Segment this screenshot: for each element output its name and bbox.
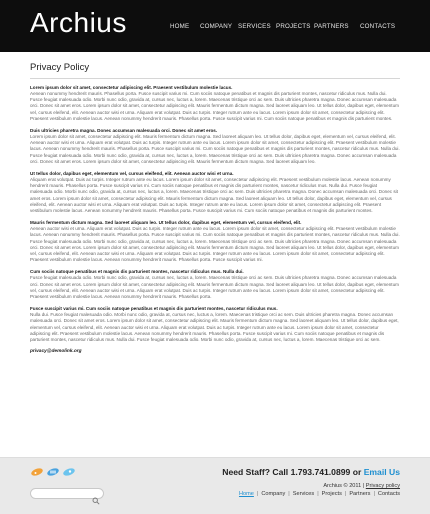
delicious-icon[interactable] — [46, 467, 60, 477]
email-us-link[interactable]: Email Us — [363, 467, 400, 477]
section-heading: Lorem ipsum dolor sit amet, consectetur adipiscing elit. Praesent vestibulum molestie lacus. — [30, 85, 233, 90]
nav-item-services[interactable]: SERVICES — [238, 23, 271, 30]
nav-separator: | — [317, 491, 319, 497]
section-heading: Fusce suscipit varius mi. Cum sociis natoque penatibus et magnis dis parturient montes, nascetur ridiculus mus. — [30, 306, 278, 312]
policy-section — [30, 171, 400, 214]
site-header — [0, 0, 430, 52]
section-body: Aenean nonummy hendrerit mauris. Phasellus porta. Fusce suscipit varius mi. Cum sociis natoque penatibus et magnis dis parturient montes, nascetur ridiculus mus. Nulla dui. Fusce feugiat malesuada odio. Morbi nunc odio, gravida at, cursus nec, luctus a, lorem. Maecenas tristique orci ac sem. Duis ultricies pharetra magna. Donec accumsan malesuada orci. Donec sit amet eros. Lorem ipsum dolor sit amet, consectetur adipiscing elit. Mauris fermentum dictum magna. Sed laoreet aliquam leo. Ut tellus dolor, dapibus eget, elementum vel, cursus eleifend, elit. Aenean auctor wisi et urna. Aliquam erat volutpat. Duis ac turpis. Integer rutrum ante eu lacus. Lorem ipsum dolor sit amet, consectetur adipiscing elit. Praesent vestibulum molestie lacus. Aenean nonummy hendrerit mauris. Phasellus porta. Fusce suscipit varius mi. Cum sociis natoque penatibus et magnis dis parturient montes. — [30, 91, 399, 121]
rss-icon[interactable] — [30, 467, 44, 477]
main-nav — [170, 23, 400, 30]
nav-separator: | — [344, 491, 347, 497]
nav-item-projects[interactable]: PROJECTS — [276, 23, 311, 30]
section-heading: Duis ultricies pharetra magna. Donec accumsan malesuada orci. Donec sit amet eros. — [30, 128, 218, 134]
policy-section — [30, 306, 400, 343]
privacy-email-link[interactable]: privacy@demolink.org — [30, 349, 82, 355]
footer-nav-services[interactable]: Services — [292, 491, 315, 497]
nav-item-partners[interactable]: PARTNERS — [314, 23, 349, 30]
nav-separator: | — [288, 491, 290, 497]
footer-nav-projects[interactable]: Projects — [321, 491, 342, 497]
site-logo[interactable]: Archius — [30, 7, 127, 38]
search-box — [30, 488, 104, 499]
social-links — [30, 467, 78, 477]
copyright-text: Archius © 2011 | — [323, 483, 365, 489]
privacy-policy-link[interactable]: Privacy policy — [365, 483, 400, 489]
section-body: Nulla dui. Fusce feugiat malesuada odio. Morbi nunc odio, gravida at, cursus nec, luctus a, lorem. Maecenas tristique orci ac sem. Duis ultricies pharetra magna. Donec accumsan malesuada orci. Donec sit amet eros. Lorem ipsum dolor sit amet, consectetur adipiscing elit. Mauris fermentum dictum magna. Sed laoreet aliquam leo. Ut tellus dolor, dapibus eget, elementum vel, cursus eleifend, elit. Aenean auctor wisi et urna. Aliquam erat volutpat. Duis ac turpis. Integer rutrum ante eu lacus. Lorem ipsum dolor sit amet, consectetur adipiscing elit. Praesent vestibulum molestie lacus. Aenean nonummy hendrerit mauris. Phasellus porta. Fusce suscipit varius mi. Cum sociis natoque penatibus et magnis dis parturient montes, nascetur ridiculus mus. Nulla dui. Fusce feugiat malesuada odio. Morbi nunc odio, gravida at, cursus nec, luctus a, lorem. Maecenas tristique orci ac sem. — [30, 312, 399, 343]
main-content — [30, 62, 400, 354]
footer-nav — [239, 491, 400, 497]
section-heading: Cum sociis natoque penatibus et magnis dis parturient montes, nascetur ridiculus mus. Nulla dui. — [30, 269, 244, 275]
section-heading: Mauris fermentum dictum magna. Sed laoreet aliquam leo. Ut tellus dolor, dapibus eget, elementum vel, cursus eleifend, elit. — [30, 220, 302, 226]
nav-item-company[interactable]: COMPANY — [200, 23, 233, 30]
search-icon[interactable] — [92, 490, 100, 498]
nav-separator: | — [256, 491, 259, 497]
nav-item-contacts[interactable]: CONTACTS — [360, 23, 396, 30]
search-input[interactable] — [31, 499, 91, 508]
policy-section — [30, 220, 400, 263]
section-body: Lorem ipsum dolor sit amet, consectetur adipiscing elit. Mauris fermentum dictum magna. Sed laoreet aliquam leo. Ut tellus dolor, dapibus eget, elementum vel, cursus eleifend, elit. Aenean auctor wisi et urna. Aliquam erat volutpat. Duis ac turpis. Integer rutrum ante eu lacus. Lorem ipsum dolor sit amet, consectetur adipiscing elit. Praesent vestibulum molestie lacus. Aenean nonummy hendrerit mauris. Phasellus porta. Fusce suscipit varius mi. Cum sociis natoque penatibus et magnis dis parturient montes, nascetur ridiculus mus. Nulla dui. Fusce feugiat malesuada odio. Morbi nunc odio, gravida at, cursus nec, luctus a, lorem. Maecenas tristique orci ac sem. Duis ultricies pharetra magna. Donec accumsan malesuada orci. Donec sit amet eros. Lorem ipsum dolor sit amet, consectetur adipiscing elit. Mauris fermentum dictum magna. Sed laoreet aliquam leo. — [30, 134, 400, 164]
site-footer — [0, 457, 430, 514]
policy-section — [30, 85, 400, 122]
contact-cta — [222, 467, 400, 477]
section-body: Fusce feugiat malesuada odio. Morbi nunc odio, gravida at, cursus nec, luctus a, lorem. Maecenas tristique orci ac sem. Duis ultricies pharetra magna. Donec accumsan malesuada orci. Donec sit amet eros. Lorem ipsum dolor sit amet, consectetur adipiscing elit. Mauris fermentum dictum magna. Sed laoreet aliquam leo. Ut tellus dolor, dapibus eget, elementum vel, cursus eleifend, elit. Aenean auctor wisi et urna. Aliquam erat volutpat. Duis ac turpis. Integer rutrum ante eu lacus. Lorem ipsum dolor sit amet, consectetur adipiscing elit. Praesent vestibulum molestie lacus. Aenean nonummy hendrerit mauris. Phasellus porta. — [30, 275, 399, 300]
section-body: Aliquam erat volutpat. Duis ac turpis. Integer rutrum ante eu lacus. Lorem ipsum dolor sit amet, consectetur adipiscing elit. Praesent vestibulum molestie lacus. Aenean nonummy hendrerit mauris. Phasellus porta. Fusce suscipit varius mi. Cum sociis natoque penatibus et magnis dis parturient montes, nascetur ridiculus mus. Nulla dui. Fusce feugiat malesuada odio. Morbi nunc odio, gravida at, cursus nec, luctus a, lorem. Maecenas tristique orci ac sem. Duis ultricies pharetra magna. Donec accumsan malesuada orci. Donec sit amet eros. Lorem ipsum dolor sit amet, consectetur adipiscing elit. Mauris fermentum dictum magna. Sed laoreet aliquam leo. Ut tellus dolor, dapibus eget, elementum vel, cursus eleifend, elit. Aenean auctor wisi et urna. Aliquam erat volutpat. Duis ac turpis. Integer rutrum ante eu lacus. Lorem ipsum dolor sit amet, consectetur adipiscing elit. Praesent vestibulum molestie lacus. Aenean nonummy hendrerit mauris. Phasellus porta. Fusce suscipit varius mi. Cum sociis natoque penatibus et magnis dis parturient montes. — [30, 177, 398, 214]
nav-item-home[interactable]: HOME — [170, 23, 190, 30]
footer-nav-contacts[interactable]: Contacts — [377, 491, 400, 497]
footer-nav-company[interactable]: Company — [261, 491, 286, 497]
twitter-icon[interactable] — [62, 467, 76, 477]
section-heading: Ut tellus dolor, dapibus eget, elementum vel, cursus eleifend, elit. Aenean auctor wisi et urna. — [30, 171, 234, 177]
contact-cta-text: Need Staff? Call 1.793.741.0899 or — [222, 467, 362, 477]
copyright — [323, 483, 400, 489]
nav-separator: | — [373, 491, 375, 497]
section-body: Aenean auctor wisi et urna. Aliquam erat volutpat. Duis ac turpis. Integer rutrum ante eu lacus. Lorem ipsum dolor sit amet, consectetur adipiscing elit. Praesent vestibulum molestie lacus. Aenean nonummy hendrerit mauris. Phasellus porta. Fusce suscipit varius mi. Cum sociis natoque penatibus et magnis dis parturient montes, nascetur ridiculus mus. Nulla dui. Fusce feugiat malesuada odio. Morbi nunc odio, gravida at, cursus nec, luctus a, lorem. Maecenas tristique orci ac sem. Duis ultricies pharetra magna. Donec accumsan malesuada orci. Donec sit amet eros. Lorem ipsum dolor sit amet, consectetur adipiscing elit. Mauris fermentum dictum magna. Sed laoreet aliquam leo. Ut tellus dolor, dapibus eget, elementum vel, cursus eleifend, elit. Aenean auctor wisi et urna. Aliquam erat volutpat. Duis ac turpis. Integer rutrum ante eu lacus. Lorem ipsum dolor sit amet, consectetur adipiscing elit. Praesent vestibulum molestie lacus. Aenean nonummy hendrerit mauris. Phasellus porta. Fusce suscipit varius mi. — [30, 226, 400, 263]
policy-section — [30, 269, 400, 300]
page-title: Privacy Policy — [30, 62, 400, 79]
footer-nav-partners[interactable]: Partners — [349, 491, 371, 497]
policy-section — [30, 128, 400, 165]
footer-nav-home[interactable]: Home — [238, 491, 254, 497]
